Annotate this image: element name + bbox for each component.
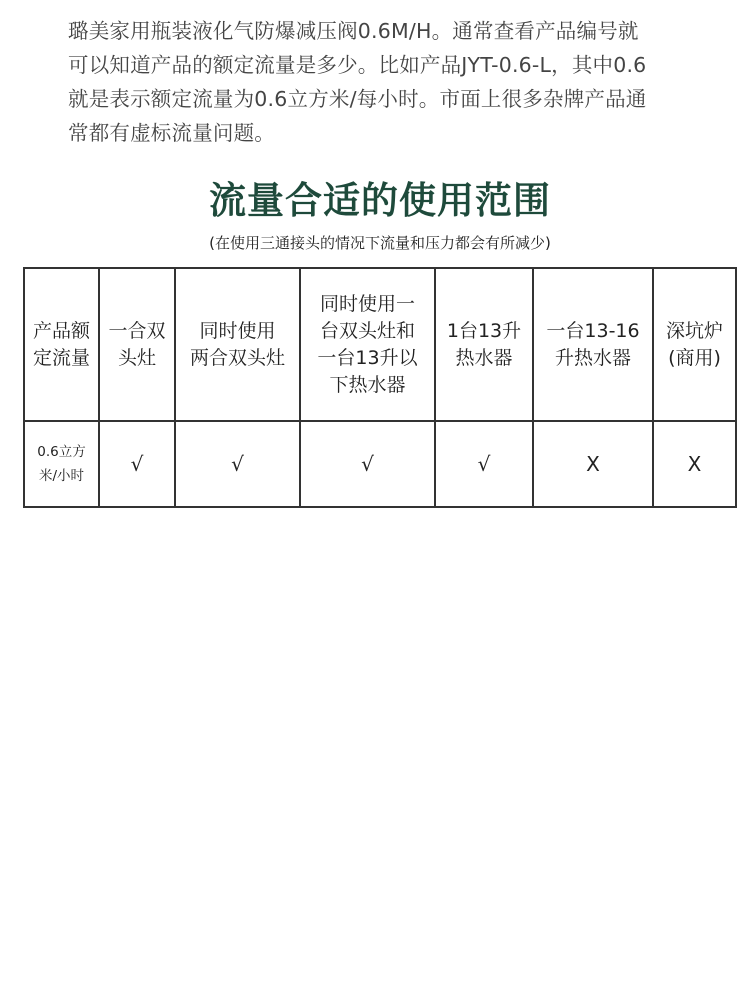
check-mark: √ [435, 421, 533, 507]
intro-paragraph [68, 14, 708, 150]
intro-line: 璐美家用瓶装液化气防爆减压阀0.6M/H。通常查看产品编号就 [68, 19, 639, 43]
header-cell-13-16l-heater: 一台13-16 升热水器 [533, 268, 653, 421]
intro-line: 常都有虚标流量问题。 [68, 121, 275, 145]
rated-flow-value: 0.6立方 米/小时 [24, 421, 99, 507]
header-cell-two-double-stoves: 同时使用 两合双头灶 [175, 268, 300, 421]
header-cell-deep-pit-stove: 深坑炉 (商用) [653, 268, 736, 421]
cross-mark: X [653, 421, 736, 507]
table-header-row [24, 268, 736, 421]
section-title: 流量合适的使用范围 [209, 179, 551, 222]
usage-range-table [23, 267, 737, 508]
intro-line: 可以知道产品的额定流量是多少。比如产品JYT-0.6-L，其中0.6 [68, 53, 647, 77]
check-mark: √ [175, 421, 300, 507]
section-subtitle: (在使用三通接头的情况下流量和压力都会有所减少) [209, 234, 551, 252]
table-row [24, 421, 736, 507]
header-cell-13l-heater: 1台13升 热水器 [435, 268, 533, 421]
header-cell-one-double-stove: 一合双 头灶 [99, 268, 175, 421]
intro-line: 就是表示额定流量为0.6立方米/每小时。市面上很多杂牌产品通 [68, 87, 647, 111]
check-mark: √ [300, 421, 435, 507]
check-mark: √ [99, 421, 175, 507]
header-cell-stove-and-heater: 同时使用一 台双头灶和 一台13升以 下热水器 [300, 268, 435, 421]
header-cell-rated-flow: 产品额 定流量 [24, 268, 99, 421]
cross-mark: X [533, 421, 653, 507]
